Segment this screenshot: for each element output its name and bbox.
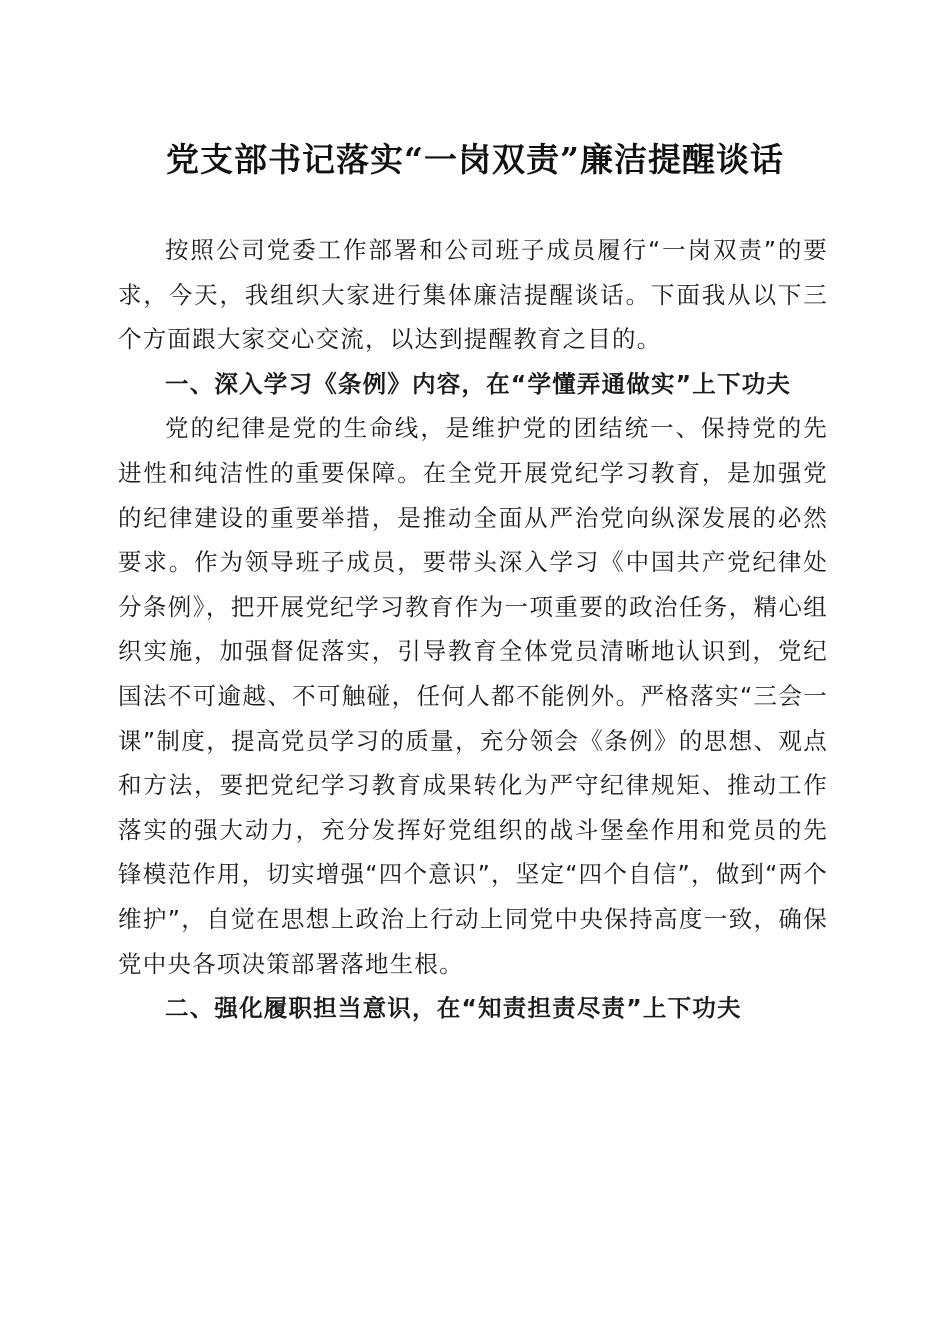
document-body: [118, 228, 828, 1031]
section-2-heading: 二、强化履职担当意识，在“知责担责尽责”上下功夫: [165, 994, 742, 1023]
section-1-heading: 一、深入学习《条例》内容，在“学懂弄通做实”上下功夫: [165, 369, 792, 398]
document-title: 党支部书记落实“一岗双责”廉洁提醒谈话: [166, 140, 784, 179]
intro-paragraph: 按照公司党委工作部署和公司班子成员履行“一岗双责”的要求，今天，我组织大家进行集体廉洁提醒谈话。下面我从以下三个方面跟大家交心交流，以达到提醒教育之目的。: [118, 236, 828, 354]
section-1-paragraph: 党的纪律是党的生命线，是维护党的团结统一、保持党的先进性和纯洁性的重要保障。在全党开展党纪学习教育，是加强党的纪律建设的重要举措，是推动全面从严治党向纵深发展的必然要求。作为领导班子成员，要带头深入学习《中国共产党纪律处分条例》，把开展党纪学习教育作为一项重要的政治任务，精心组织实施，加强督促落实，引导教育全体党员清晰地认识到，党纪国法不可逾越、不可触碰，任何人都不能例外。严格落实“三会一课”制度，提高党员学习的质量，充分领会《条例》的思想、观点和方法，要把党纪学习教育成果转化为严守纪律规矩、推动工作落实的强大动力，充分发挥好党组织的战斗堡垒作用和党员的先锋模范作用，切实增强“四个意识”，坚定“四个自信”，做到“两个维护”，自觉在思想上政治上行动上同党中央保持高度一致，确保党中央各项决策部署落地生根。: [118, 414, 828, 978]
